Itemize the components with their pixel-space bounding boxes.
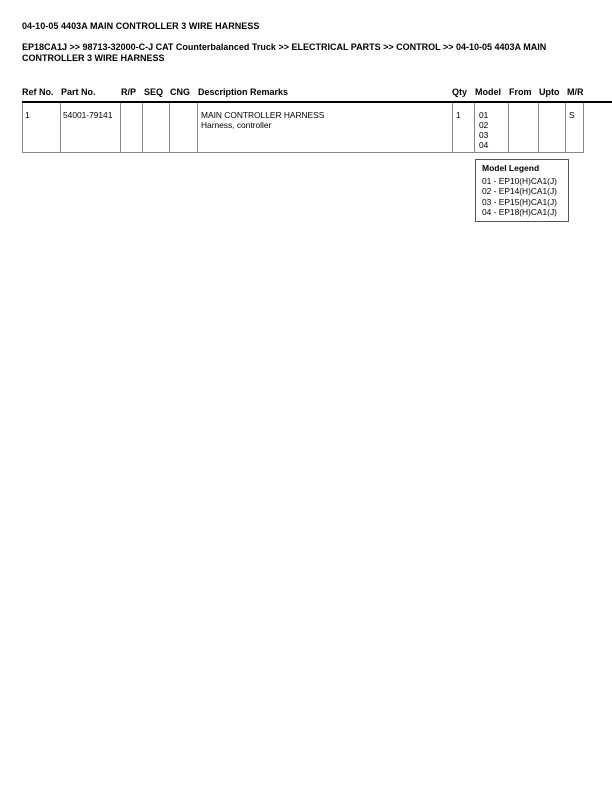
table-grid-line: [538, 103, 539, 153]
column-header-part-no: Part No.: [61, 87, 96, 97]
row-model-03: 03: [479, 130, 489, 140]
model-legend: [475, 159, 569, 222]
column-header-seq: SEQ: [144, 87, 164, 97]
model-legend-title: Model Legend: [482, 163, 540, 173]
table-grid-line: [60, 103, 61, 153]
page-title: 04-10-05 4403A MAIN CONTROLLER 3 WIRE HARNESS: [22, 21, 260, 31]
table-grid-line: [474, 103, 475, 153]
row-model-04: 04: [479, 140, 489, 150]
row-ref-no: 1: [25, 110, 30, 120]
table-grid-line: [22, 103, 23, 153]
table-grid-line: [508, 103, 509, 153]
column-header-qty: Qty: [452, 87, 468, 97]
column-header-description: Description Remarks: [198, 87, 289, 97]
model-legend-item: 02 - EP14(H)CA1(J): [482, 186, 557, 197]
row-part-no: 54001-79141: [63, 110, 113, 120]
column-header-rp: R/P: [121, 87, 137, 97]
column-header-from: From: [509, 87, 532, 97]
model-legend-item: 04 - EP18(H)CA1(J): [482, 206, 557, 217]
table-grid-line: [197, 103, 198, 153]
table-bottom-border: [22, 152, 584, 153]
row-mr: S: [569, 110, 575, 120]
column-header-ref-no: Ref No.: [22, 87, 54, 97]
column-header-mr: M/R: [567, 87, 584, 97]
row-remarks: Harness, controller: [201, 120, 272, 130]
row-qty: 1: [456, 110, 461, 120]
row-description: MAIN CONTROLLER HARNESS: [201, 110, 325, 120]
breadcrumb: EP18CA1J >> 98713-32000-C-J CAT Counterbalanced Truck >> ELECTRICAL PARTS >> CONTROL >> 04-10-05 4403A MAIN CONTROLLER 3 WIRE HARNESS: [22, 42, 547, 63]
table-grid-line: [120, 103, 121, 153]
column-header-upto: Upto: [539, 87, 560, 97]
table-grid-line: [583, 103, 584, 153]
table-grid-line: [452, 103, 453, 153]
model-legend-item: 01 - EP10(H)CA1(J): [482, 176, 557, 186]
row-model-01: 01: [479, 110, 489, 120]
column-header-model: Model: [475, 87, 501, 97]
row-model-02: 02: [479, 120, 489, 130]
header-divider: [22, 101, 612, 103]
table-grid-line: [142, 103, 143, 153]
table-grid-line: [565, 103, 566, 153]
model-legend-item: 03 - EP15(H)CA1(J): [482, 196, 557, 207]
column-header-cng: CNG: [170, 87, 190, 97]
table-grid-line: [169, 103, 170, 153]
